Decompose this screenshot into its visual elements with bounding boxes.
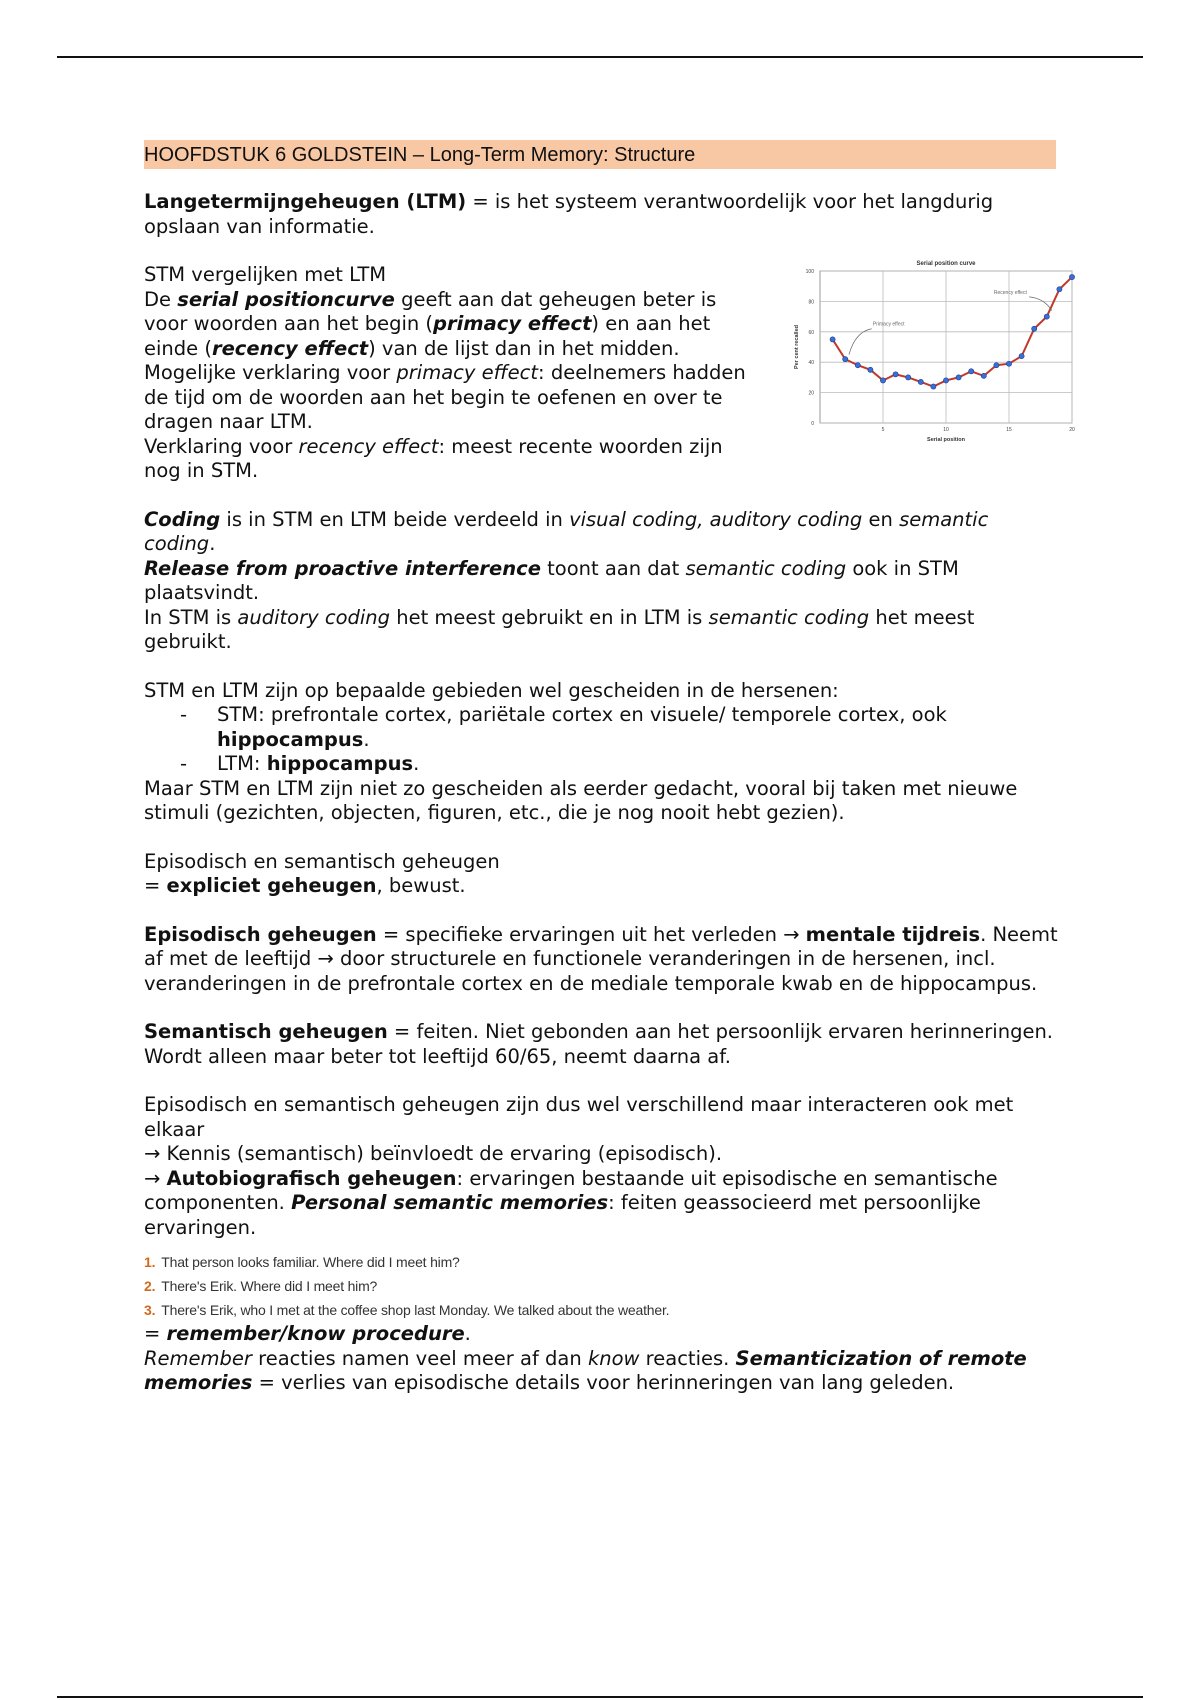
proactive-interference-paragraph: Release from proactive interference toont aan dat semantic coding ook in STM plaatsvindt. — [144, 556, 959, 604]
y-tick-label: 80 — [808, 299, 814, 306]
data-point — [969, 369, 974, 374]
chapter-heading: HOOFDSTUK 6 GOLDSTEIN – Long-Term Memory: Structure — [144, 140, 1056, 169]
coding-paragraph: Coding is in STM en LTM beide verdeeld in visual coding, auditory coding en semantic coding. — [144, 507, 989, 555]
x-tick-label: 5 — [881, 427, 885, 433]
data-point — [880, 378, 885, 383]
x-tick-label: 20 — [1069, 427, 1075, 433]
list-item: - STM: prefrontale cortex, pariëtale cortex en visuele/ temporele cortex, ook hippocampus. — [180, 703, 947, 751]
data-point — [855, 363, 860, 368]
serial-position-chart — [784, 255, 1084, 455]
data-point — [830, 337, 835, 342]
data-point — [994, 363, 999, 368]
x-tick-label: 10 — [943, 427, 949, 433]
data-point — [868, 367, 873, 372]
brain-list — [144, 703, 1064, 777]
primacy-annotation: Primacy effect — [872, 321, 905, 328]
data-point — [1032, 326, 1037, 331]
brain-outro: Maar STM en LTM zijn niet zo gescheiden als eerder gedacht, vooral bij taken met nieuwe stimuli (gezichten, objecten, figuren, etc., die je nog nooit hebt gezien). — [144, 776, 1018, 824]
y-tick-label: 20 — [808, 390, 814, 397]
data-point — [931, 384, 936, 389]
primacy-explanation: Mogelijke verklaring voor primacy effect: deelnemers hadden de tijd om de woorden aan het begin te oefenen en over te dragen naar LTM. — [144, 361, 746, 433]
recency-annotation: Recency effect — [993, 289, 1027, 296]
data-point — [956, 375, 961, 380]
episem-title: Episodisch en semantisch geheugen — [144, 849, 500, 873]
y-axis-label: Per cent recalled — [794, 324, 800, 370]
coding-usage-paragraph: In STM is auditory coding het meest gebruikt en in LTM is semantic coding het meest gebruikt. — [144, 605, 975, 653]
list-item: 2. There's Erik. Where did I meet him? — [144, 1278, 378, 1294]
list-item: - LTM: hippocampus. — [180, 752, 420, 775]
x-tick-label: 15 — [1006, 427, 1012, 433]
data-point — [906, 375, 911, 380]
semanticization-paragraph: Remember reacties namen veel meer af dan know reacties. Semanticization of remote memories = verlies van episodische details voor herinneringen van lang geleden. — [144, 1346, 1027, 1394]
stm-section — [144, 261, 1075, 484]
data-point — [1057, 287, 1062, 292]
data-point — [1006, 361, 1011, 366]
header-rule — [57, 56, 1143, 58]
brain-intro: STM en LTM zijn op bepaalde gebieden wel gescheiden in de hersenen: — [144, 678, 839, 702]
x-axis-label: Serial position — [927, 437, 965, 443]
y-tick-label: 100 — [805, 269, 814, 275]
y-tick-label: 40 — [808, 360, 814, 367]
ltm-definition: Langetermijngeheugen (LTM) = is het systeem verantwoordelijk voor het langdurig opslaan van informatie. — [144, 190, 994, 238]
semantic-paragraph: Semantisch geheugen = feiten. Niet gebonden aan het persoonlijk ervaren herinneringen. Wordt alleen maar beter tot leeftijd 60/65, neemt daarna af. — [144, 1020, 1054, 1068]
remember-know-line: = remember/know procedure. — [144, 1322, 471, 1345]
data-point — [943, 378, 948, 383]
recency-explanation: Verklaring voor recency effect: meest recente woorden zijn nog in STM. — [144, 434, 723, 482]
chart-title: Serial position curve — [916, 261, 976, 267]
knowledge-line: → Kennis (semantisch) beïnvloedt de ervaring (episodisch). — [144, 1142, 1064, 1167]
footer-rule — [57, 1696, 1143, 1698]
explicit-memory-line: = expliciet geheugen, bewust. — [144, 874, 466, 897]
episodic-paragraph: Episodisch geheugen = specifieke ervaringen uit het verleden → mentale tijdreis. Neemt af met de leeftijd → door structurele en functionele veranderingen in de hersenen, incl. veranderingen in de prefrontale cortex en de mediale temporale kwab en de hippocampus. — [144, 922, 1058, 995]
data-point — [843, 357, 848, 362]
data-point — [1069, 274, 1074, 279]
data-point — [893, 372, 898, 377]
autobiographical-paragraph: → Autobiografisch geheugen: ervaringen bestaande uit episodische en semantische componenten. Personal semantic memories: feiten geassocieerd met persoonlijke ervaringen. — [144, 1167, 1064, 1241]
list-item: 1. That person looks familiar. Where did I meet him? — [144, 1254, 460, 1270]
document-body — [144, 140, 1075, 1396]
data-point — [918, 379, 923, 384]
serial-position-paragraph: De serial positioncurve geeft aan dat geheugen beter is voor woorden aan het begin (primacy effect) en aan het einde (recency effect) van de lijst dan in het midden. — [144, 287, 717, 360]
data-point — [1019, 354, 1024, 359]
stm-title: STM vergelijken met LTM — [144, 263, 387, 286]
list-item: 3. There's Erik, who I met at the coffee shop last Monday. We talked about the weather. — [144, 1302, 670, 1318]
interaction-paragraph: Episodisch en semantisch geheugen zijn dus wel verschillend maar interacteren ook met elkaar — [144, 1093, 1014, 1141]
example-list — [144, 1250, 1064, 1322]
data-point — [981, 373, 986, 378]
y-tick-label: 0 — [811, 421, 814, 427]
data-point — [1044, 314, 1049, 319]
y-tick-label: 60 — [808, 329, 814, 336]
